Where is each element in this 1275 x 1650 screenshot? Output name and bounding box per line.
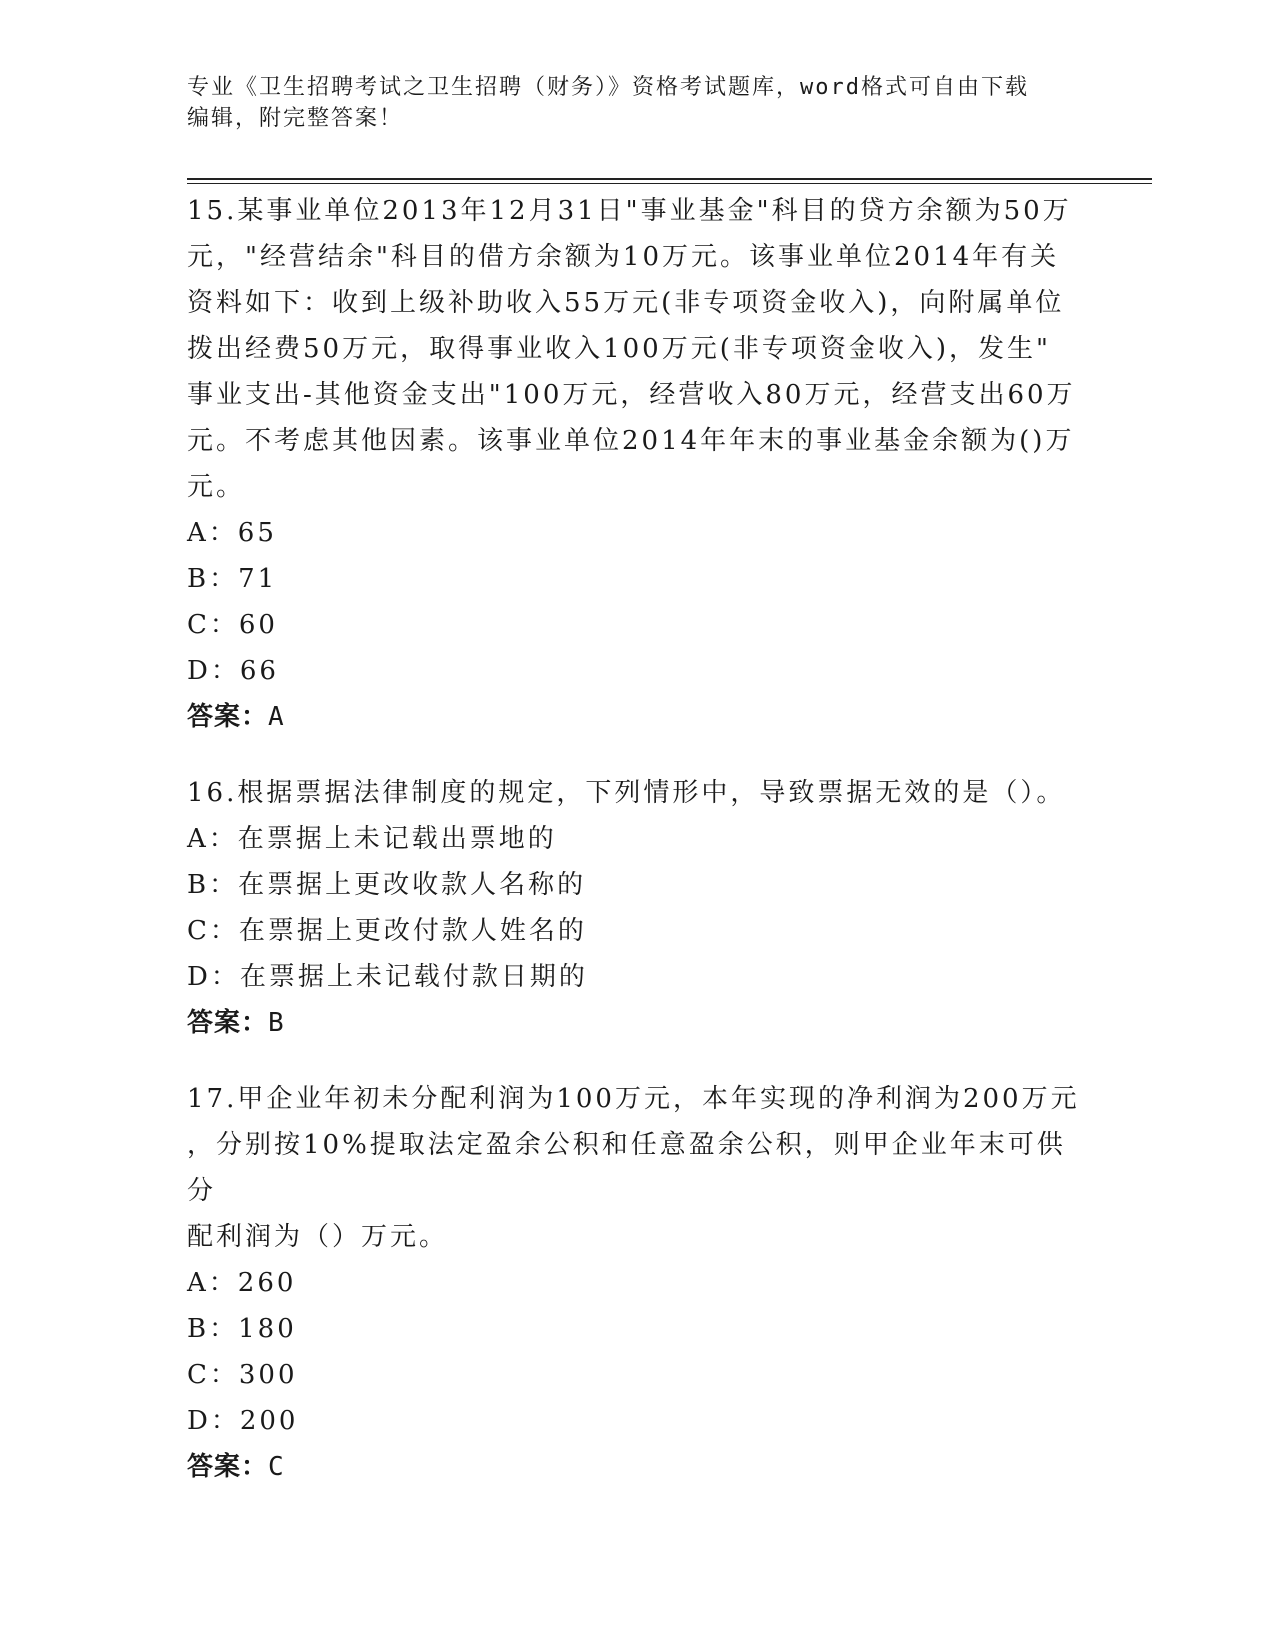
question-stem-line: 资料如下：收到上级补助收入55万元(非专项资金收入)，向附属单位 xyxy=(187,288,1065,318)
answer-line xyxy=(187,1000,1087,1046)
question-15 xyxy=(187,188,1087,740)
option-a: A：在票据上未记载出票地的 xyxy=(187,824,557,854)
question-stem-line: 事业支出-其他资金支出"100万元，经营收入80万元，经营支出60万 xyxy=(187,380,1076,410)
answer-value: A xyxy=(268,702,285,732)
answer-label: 答案： xyxy=(187,1008,269,1038)
option-c: C：300 xyxy=(187,1360,298,1390)
answer-value: C xyxy=(268,1452,285,1482)
document-header xyxy=(187,72,1067,134)
question-list xyxy=(187,188,1087,1520)
header-line-2: 编辑，附完整答案！ xyxy=(187,106,404,131)
question-stem-line: ，分别按10%提取法定盈余公积和任意盈余公积，则甲企业年末可供分 xyxy=(187,1130,1066,1206)
answer-line xyxy=(187,694,1087,740)
answer-value: B xyxy=(268,1008,285,1038)
option-b: B：180 xyxy=(187,1314,297,1344)
question-stem-line: 元，"经营结余"科目的借方余额为10万元。该事业单位2014年有关 xyxy=(187,242,1060,272)
option-b: B：71 xyxy=(187,564,278,594)
option-a: A：65 xyxy=(187,518,277,548)
answer-label: 答案： xyxy=(187,702,269,732)
answer-label: 答案： xyxy=(187,1452,269,1482)
header-rule-thick xyxy=(187,178,1152,180)
question-stem-line: 元。 xyxy=(187,472,246,502)
option-d: D：66 xyxy=(187,656,279,686)
option-d: D：在票据上未记载付款日期的 xyxy=(187,962,588,992)
answer-line xyxy=(187,1444,1087,1490)
question-stem-line: 15.某事业单位2013年12月31日"事业基金"科目的贷方余额为50万 xyxy=(187,196,1072,226)
question-16 xyxy=(187,770,1087,1046)
header-line-1: 专业《卫生招聘考试之卫生招聘（财务）》资格考试题库，word格式可自由下载 xyxy=(187,75,1029,100)
option-c: C：在票据上更改付款人姓名的 xyxy=(187,916,587,946)
question-stem-line: 17.甲企业年初未分配利润为100万元，本年实现的净利润为200万元 xyxy=(187,1084,1080,1114)
option-b: B：在票据上更改收款人名称的 xyxy=(187,870,587,900)
question-17 xyxy=(187,1076,1087,1490)
option-c: C：60 xyxy=(187,610,278,640)
question-stem-line: 拨出经费50万元，取得事业收入100万元(非专项资金收入)，发生" xyxy=(187,334,1051,364)
header-rule-thin xyxy=(187,183,1152,184)
question-stem-line: 元。不考虑其他因素。该事业单位2014年年末的事业基金余额为()万 xyxy=(187,426,1075,456)
option-d: D：200 xyxy=(187,1406,299,1436)
question-stem-line: 配利润为（）万元。 xyxy=(187,1222,449,1252)
option-a: A：260 xyxy=(187,1268,297,1298)
question-stem-line: 16.根据票据法律制度的规定，下列情形中，导致票据无效的是（）。 xyxy=(187,778,1066,808)
